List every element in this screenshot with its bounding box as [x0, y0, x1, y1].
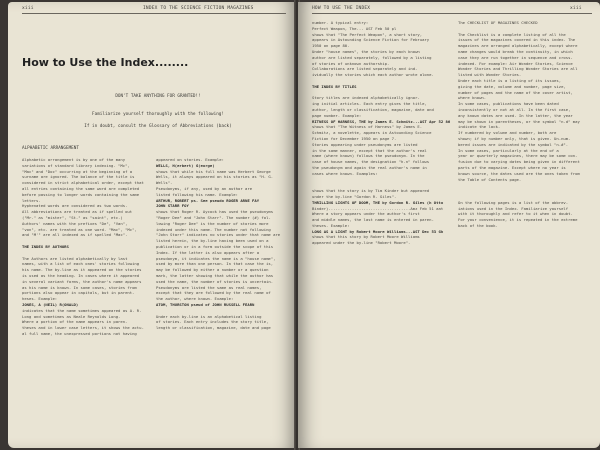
text-line: 1950 on page 80. — [312, 43, 350, 49]
text-line: Pseudonyms, if any, used by an author are — [156, 185, 253, 191]
text-line: of stories of unknown authorship. — [312, 60, 390, 66]
text-line: variations of standard library indexing. "Mc", — [22, 162, 130, 168]
text-line: The Checklist is a complete listing of all the — [458, 31, 566, 37]
text-line: listed following his name. Example: — [156, 191, 238, 197]
text-line: iations used in the Index. Familiarize yourself — [458, 205, 569, 211]
text-line: All abbreviations are treated as if spelled out — [22, 209, 133, 215]
text-line: case of house names, the designation "h.n" follows — [312, 159, 430, 165]
text-line: theses. Example: — [312, 222, 350, 228]
text-line: heses. Example: — [22, 296, 58, 302]
text-line: For your convenience, it is repeated in the extreme — [458, 217, 578, 223]
text-line: Index. If the latter is also appears after a — [156, 249, 260, 255]
text-line: LONG AS A LIGHT by Robert Moore Williams...AST Dec 53 Gh — [312, 228, 444, 234]
text-line: shows that "The Witness of Harness" by James E. — [312, 124, 423, 130]
text-line: the author, where known. Example: — [156, 296, 234, 302]
text-line: Wells". — [156, 180, 173, 186]
text-line: number. A typical entry: — [312, 20, 369, 25]
text-line: Stories appearing under pseudonyms are listed — [312, 141, 418, 147]
text-line: indexed under this name. The number not following — [156, 226, 271, 232]
text-line: appears in Astounding Science Fiction for February — [312, 37, 430, 43]
text-line: Where a portion of the name appears in paren- — [22, 319, 128, 325]
text-line: inconsistently or not at all. In the first case, — [458, 106, 571, 112]
text-line: letters. — [22, 197, 41, 203]
left-page — [8, 2, 296, 448]
text-line: Perfect Weapon, The... AST Feb 50 pl — [312, 25, 397, 31]
text-line: Binder)...................................Amz Feb 51 aat — [312, 205, 444, 211]
text-line: the pseudonym and again the real author's name in — [312, 164, 427, 170]
text-line: "John Starr" indicates no stories under that name are — [156, 232, 281, 238]
text-line: listed herein, the by-line having been used on a — [156, 238, 269, 244]
right-column-a — [312, 20, 452, 246]
text-line: JONES, A (NEIL) R(ONALD) — [22, 301, 79, 307]
text-line: Under each by-line is an alphabetical listing — [156, 313, 262, 319]
text-line: with it thoroughly and refer to it when in doubt. — [458, 211, 573, 217]
text-line: In some cases, particularly at the end of a — [458, 147, 559, 153]
text-line: length or classification, magazine, date and page — [156, 325, 271, 331]
text-line: In some cases, publications have been dated — [458, 101, 559, 107]
text-line: author are listed separately, followed by a listing — [312, 54, 432, 60]
text-line: under the by-line "Gordon R. Giles". — [312, 193, 397, 199]
text-line: bered issues are indicated by the symbol "n.#". — [458, 141, 569, 147]
text-line: lowing "Roger Dee" is the number of stories more — [156, 220, 269, 226]
text-line: mark, the latter showing that while the author has — [156, 272, 274, 278]
text-line: indicates that the name sometimes appeared as A. R. — [22, 307, 142, 313]
text-line: and "M'" are all indexed as if spelled "Mac". — [22, 232, 128, 238]
text-line: "Roger Dee" and "John Starr". The number (#) fol- — [156, 214, 271, 220]
text-line: RITNESS OF HARNESS, THE by James E. Schmitz...AST Apr 52 86 — [312, 118, 451, 124]
text-line: names, with a list of each ones' stories following — [22, 261, 140, 267]
text-line: page number. Example: — [312, 112, 362, 118]
text-line: Schmitz, a novelette, appears in Astounding Science — [312, 130, 432, 136]
right-page — [298, 2, 600, 448]
text-line: the Table of Contents page. — [458, 176, 522, 182]
text-line: Story titles are indexed alphabetically ignor- — [312, 95, 420, 101]
text-line: where known. — [458, 95, 487, 101]
right-header-rule — [312, 13, 592, 14]
advice-line-1: Familiarize yourself thoroughly with the following! — [92, 112, 224, 117]
text-line: If numbered by volume and number, both are — [458, 130, 557, 136]
text-line: and middle names, the last name is entered in paren- — [312, 217, 434, 223]
text-line: appeared under the by-line "Robert Moore". — [312, 240, 411, 246]
text-line: indicate the lack. — [458, 124, 501, 130]
text-line: known source, the dates used are the ones taken from — [458, 170, 580, 176]
text-line: Long and sometimes as Neale Reynolds Long. — [22, 313, 121, 319]
text-line: On the following pages is a list of the abbrev- — [458, 199, 569, 205]
text-line: in the same manner, except that the author's real — [312, 147, 427, 153]
text-line: Collaborations are listed separately and ind- — [312, 66, 418, 72]
text-line: of stories. Each entry includes the story title, — [156, 319, 269, 325]
text-line: The Authors are listed alphabetically by last — [22, 255, 128, 261]
text-line: Under each title is a listing of its issues, — [458, 77, 562, 83]
left-column-b — [156, 157, 292, 331]
text-line: ing initial articles. Each entry gives the title, — [312, 101, 427, 107]
text-line: parts of the magazine. Except where no year is — [458, 164, 566, 170]
text-line: used the name, the number of stories is uncertain. — [156, 278, 274, 284]
text-line: year or quarterly magazines, there may be some con- — [458, 153, 578, 159]
text-line: JOHN STARR FOY — [156, 203, 189, 209]
text-line: Wells, it always appeared on his stories as "H. G. — [156, 174, 274, 180]
left-column-a — [22, 157, 150, 337]
text-line: author, length or classification, magazine, date and — [312, 106, 434, 112]
text-line: in several variant forms, the author's name appears — [22, 278, 142, 284]
text-line: magazines are arranged alphabetically, except where — [458, 43, 578, 49]
text-line: theses and in lower case letters, it shows the actu- — [22, 325, 144, 331]
text-line: shows that the story is by Tim Kinder but appeared — [312, 188, 430, 194]
text-line: surname are ignored. The balance of the title is — [22, 174, 135, 180]
advice-line-2: If in doubt, consult the Glossary of Abbreviations (back) — [84, 124, 232, 129]
text-line: ARTHUR, ROBERT ps. See pseudo ROGER ARNE FAY — [156, 197, 260, 203]
text-line: giving the date, volume and number, page size, — [458, 83, 566, 89]
text-line: listed with Wonder Stories. — [458, 72, 522, 78]
text-line: case they are run together in sequence and cross- — [458, 54, 573, 60]
text-line: pseudonym, it indicates the name is a "house name", — [156, 255, 276, 261]
text-line: al full name, the unexpressed portions not having — [22, 330, 137, 336]
text-line: portions also appear in capitals, but in parent- — [22, 290, 135, 296]
open-book — [8, 0, 600, 450]
text-line: ("Mr." as "mister", "St." as "saint", etc.) — [22, 214, 123, 220]
text-line: Hyphenated words are considered as two words. — [22, 203, 128, 209]
text-line: all entries containing the same word are completed — [22, 185, 140, 191]
text-line: shown; if by number only, that is given. Un-num- — [458, 135, 571, 141]
notice: DON'T TAKE ANYTHING FOR GRANTED!! — [115, 94, 201, 99]
text-line: THRILLING LIGHTS OF DOOM, THE by Gordon R. Giles (h Otto — [312, 199, 444, 205]
text-line: any known dates are used. In the latter, the year — [458, 112, 573, 118]
text-line: as his name is known. In some cases, stories from — [22, 284, 137, 290]
text-line: back of the book. — [458, 222, 498, 228]
text-line: Pseudonyms are listed the same as real names, — [156, 284, 262, 290]
text-line: Fiction for December 1950 on page 7. — [312, 135, 397, 141]
text-line: issues of the magazines covered in this index. The — [458, 37, 576, 43]
text-line: "Mac" and "Doc" occurring at the beginning of a — [22, 168, 133, 174]
right-column-b — [458, 20, 596, 229]
text-line: except that they are followed by the real name of — [156, 290, 271, 296]
text-line: appeared on stories. Example: — [156, 157, 224, 162]
text-line: shows that Roger R. Aycock has used the pseudonyms — [156, 209, 274, 215]
text-line: fusion due to varying dates being given in different — [458, 159, 580, 165]
text-line: WELLS, H(erbert) G(eorge) — [156, 162, 215, 168]
section-alphabetic-arrangement: ALPHABETIC ARRANGEMENT — [22, 146, 79, 151]
text-line: Authors' names with the prefixes "De", "Van", — [22, 220, 128, 226]
text-line: ATOM, THURSTON pseud of JOHN RUSSELL FEARN — [156, 301, 255, 307]
text-line: shows that this story by Robert Moore Williams — [312, 234, 420, 240]
text-line: number of pages and the name of the cover artist, — [458, 89, 573, 95]
text-line: is used as the heading. In cases where it appeared — [22, 272, 140, 278]
text-line: Where a story appears under the author's first — [312, 211, 420, 217]
text-line: The CHECKLIST OF MAGAZINES CHECKED — [458, 20, 538, 25]
page-title: How to Use the Index........ — [22, 56, 189, 69]
text-line: cases where known. Examples: — [312, 170, 378, 176]
text-line: THE INDEX BY AUTHORS — [22, 243, 69, 249]
text-line: his name. The by-line as it appeared on the stories — [22, 267, 142, 273]
right-page-number: xiii — [570, 6, 582, 11]
left-page-number: xiii — [22, 6, 34, 11]
text-line: publication or in a form outside the scope of this — [156, 243, 274, 249]
text-line: Under "house names", the stories by each known — [312, 48, 420, 54]
text-line: THE INDEX BY TITLES — [312, 83, 357, 89]
text-line: shows that while his full name was Herbert George — [156, 168, 271, 174]
text-line: indexed. For example: Air Wonder Stories, Science — [458, 60, 573, 66]
text-line: Wonder Stories and Thrilling Wonder Stories are all — [458, 66, 578, 72]
text-line: Alphabetic arrangement is by one of the many — [22, 157, 126, 162]
text-line: name (where known) follows the pseudonym. In the — [312, 153, 425, 159]
text-line: "von", etc. are treated as one word. "Mac", "Mc", — [22, 226, 137, 232]
left-running-head: INDEX TO THE SCIENCE FICTION MAGAZINES — [143, 6, 254, 11]
text-line: may be followed by either a number or a question — [156, 267, 269, 273]
left-header-rule — [22, 13, 286, 14]
text-line: ividually the stories which each author wrote alone. — [312, 72, 434, 78]
text-line: before passing to longer words containing the same — [22, 191, 140, 197]
right-running-head: HOW TO USE THE INDEX — [312, 6, 371, 11]
text-line: shows that "The Perfect Weapon", a short story, — [312, 31, 423, 37]
text-line: considered in strict alphabetical order, except that — [22, 180, 144, 186]
text-line: name changes would break the continuity, in which — [458, 48, 573, 54]
text-line: may be shown in parentheses, or the symbol "n.d" may — [458, 118, 580, 124]
text-line: used by more than one person. In that case the is, — [156, 261, 274, 267]
